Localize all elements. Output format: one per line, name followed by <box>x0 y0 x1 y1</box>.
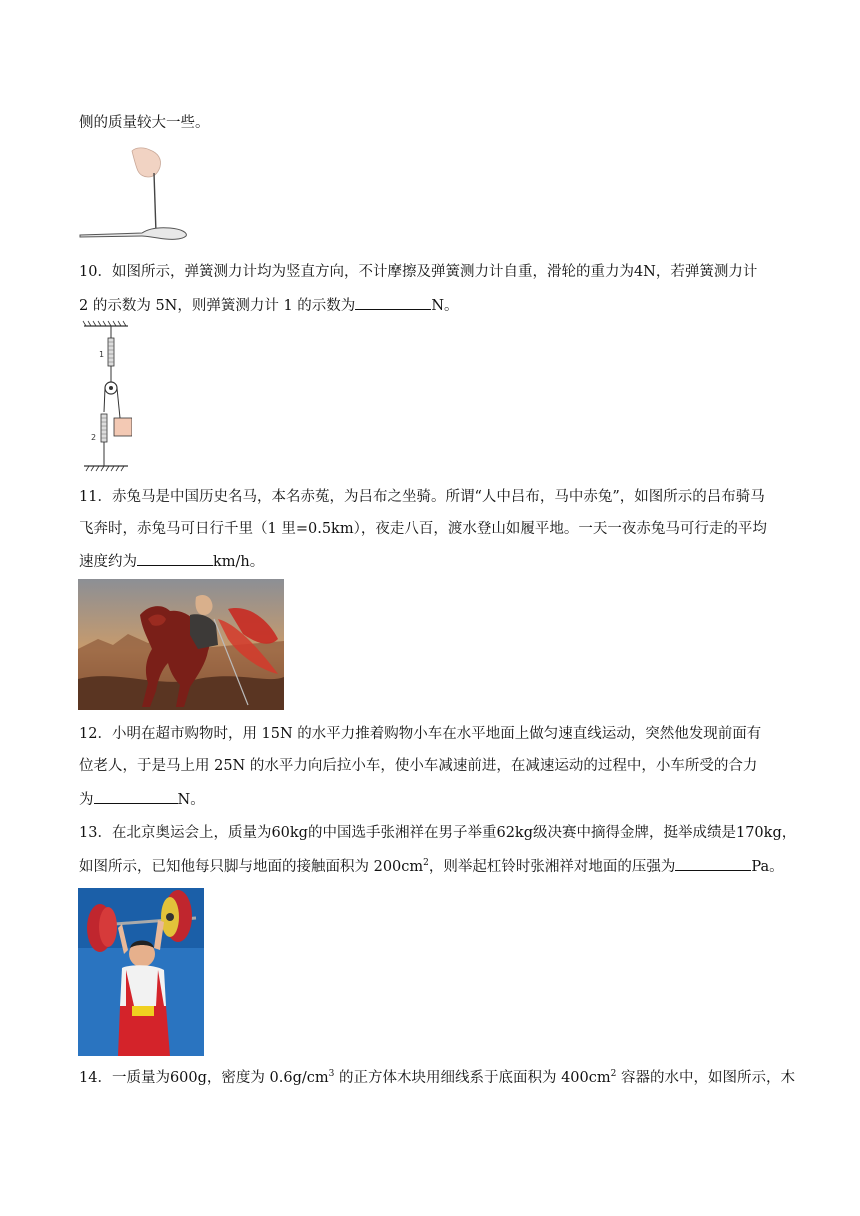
scale-1-label: 1 <box>99 350 105 359</box>
q11-line1: 11．赤兔马是中国历史名马，本名赤菟，为吕布之坐骑。所谓“人中吕布，马中赤兔”，如图所示的吕布骑马 <box>79 489 765 505</box>
hand-holding-spoon-figure <box>78 145 190 245</box>
q11-line3 <box>79 551 264 572</box>
q13-superscript: 2 <box>423 858 429 869</box>
q13-answer-blank[interactable] <box>675 856 751 871</box>
weight-block-icon <box>114 418 132 436</box>
q14-superscript-1: 3 <box>328 1069 335 1080</box>
red-hare-horse-image <box>78 579 284 710</box>
q14-superscript-2: 2 <box>610 1069 617 1080</box>
q11-line3-pre: 速度约为 <box>79 554 137 570</box>
floor-icon <box>84 466 128 471</box>
q12-answer-blank[interactable] <box>94 789 178 804</box>
q12-line3-pre: 为 <box>79 792 94 808</box>
weightlifter-image <box>78 888 204 1056</box>
spoon-icon <box>80 228 186 240</box>
scale-2-label: 2 <box>91 433 97 442</box>
hand-icon <box>132 148 161 177</box>
q14-line1-c: 容器的水中，如图所示，木 <box>616 1070 795 1086</box>
q11-line3-post: km/h。 <box>213 554 265 570</box>
q11-answer-blank[interactable] <box>137 551 213 566</box>
q12-line3 <box>79 789 205 810</box>
q10-line1: 10．如图所示，弹簧测力计均为竖直方向，不计摩擦及弹簧测力计自重，滑轮的重力为4N，若弹簧测力计 <box>79 264 758 280</box>
q14-line1 <box>79 1068 795 1088</box>
q9-text-tail: 侧的质量较大一些。 <box>79 115 210 131</box>
q13-line2-mid: ，则举起杠铃时张湘祥对地面的压强为 <box>428 859 676 875</box>
q13-line2-post: Pa。 <box>751 859 784 875</box>
q14-line1-a: 14．一质量为600g，密度为 0.6g/cm <box>79 1070 329 1086</box>
q12-line2: 位老人，于是马上用 25N 的水平力向后拉小车，使小车减速前进，在减速运动的过程中，小车所受的合力 <box>79 758 758 774</box>
string-line <box>154 173 156 233</box>
q13-line2-pre: 如图所示，已知他每只脚与地面的接触面积为 200cm <box>79 859 424 875</box>
q11-line2: 飞奔时，赤兔马可日行千里（1 里=0.5km），夜走八百，渡水登山如履平地。一天一夜赤兔马可行走的平均 <box>79 521 767 537</box>
q10-answer-blank[interactable] <box>355 295 431 310</box>
q10-line2-post: N。 <box>431 298 459 314</box>
q14-line1-b: 的正方体木块用细线系于底面积为 400cm <box>334 1070 611 1086</box>
q12-line3-post: N。 <box>177 792 205 808</box>
q13-line1: 13．在北京奥运会上，质量为60kg的中国选手张湘祥在男子举重62kg级决赛中摘得金牌，挺举成绩是170kg， <box>79 825 797 841</box>
q13-line2 <box>79 856 784 877</box>
q10-line2-pre: 2 的示数为 5N，则弹簧测力计 1 的示数为 <box>79 298 356 314</box>
q10-line2 <box>79 295 459 316</box>
q12-line1: 12．小明在超市购物时，用 15N 的水平力推着购物小车在水平地面上做匀速直线运动，突然他发现前面有 <box>79 726 762 742</box>
pulley-spring-scale-figure <box>82 320 132 472</box>
ceiling-icon <box>83 321 128 326</box>
